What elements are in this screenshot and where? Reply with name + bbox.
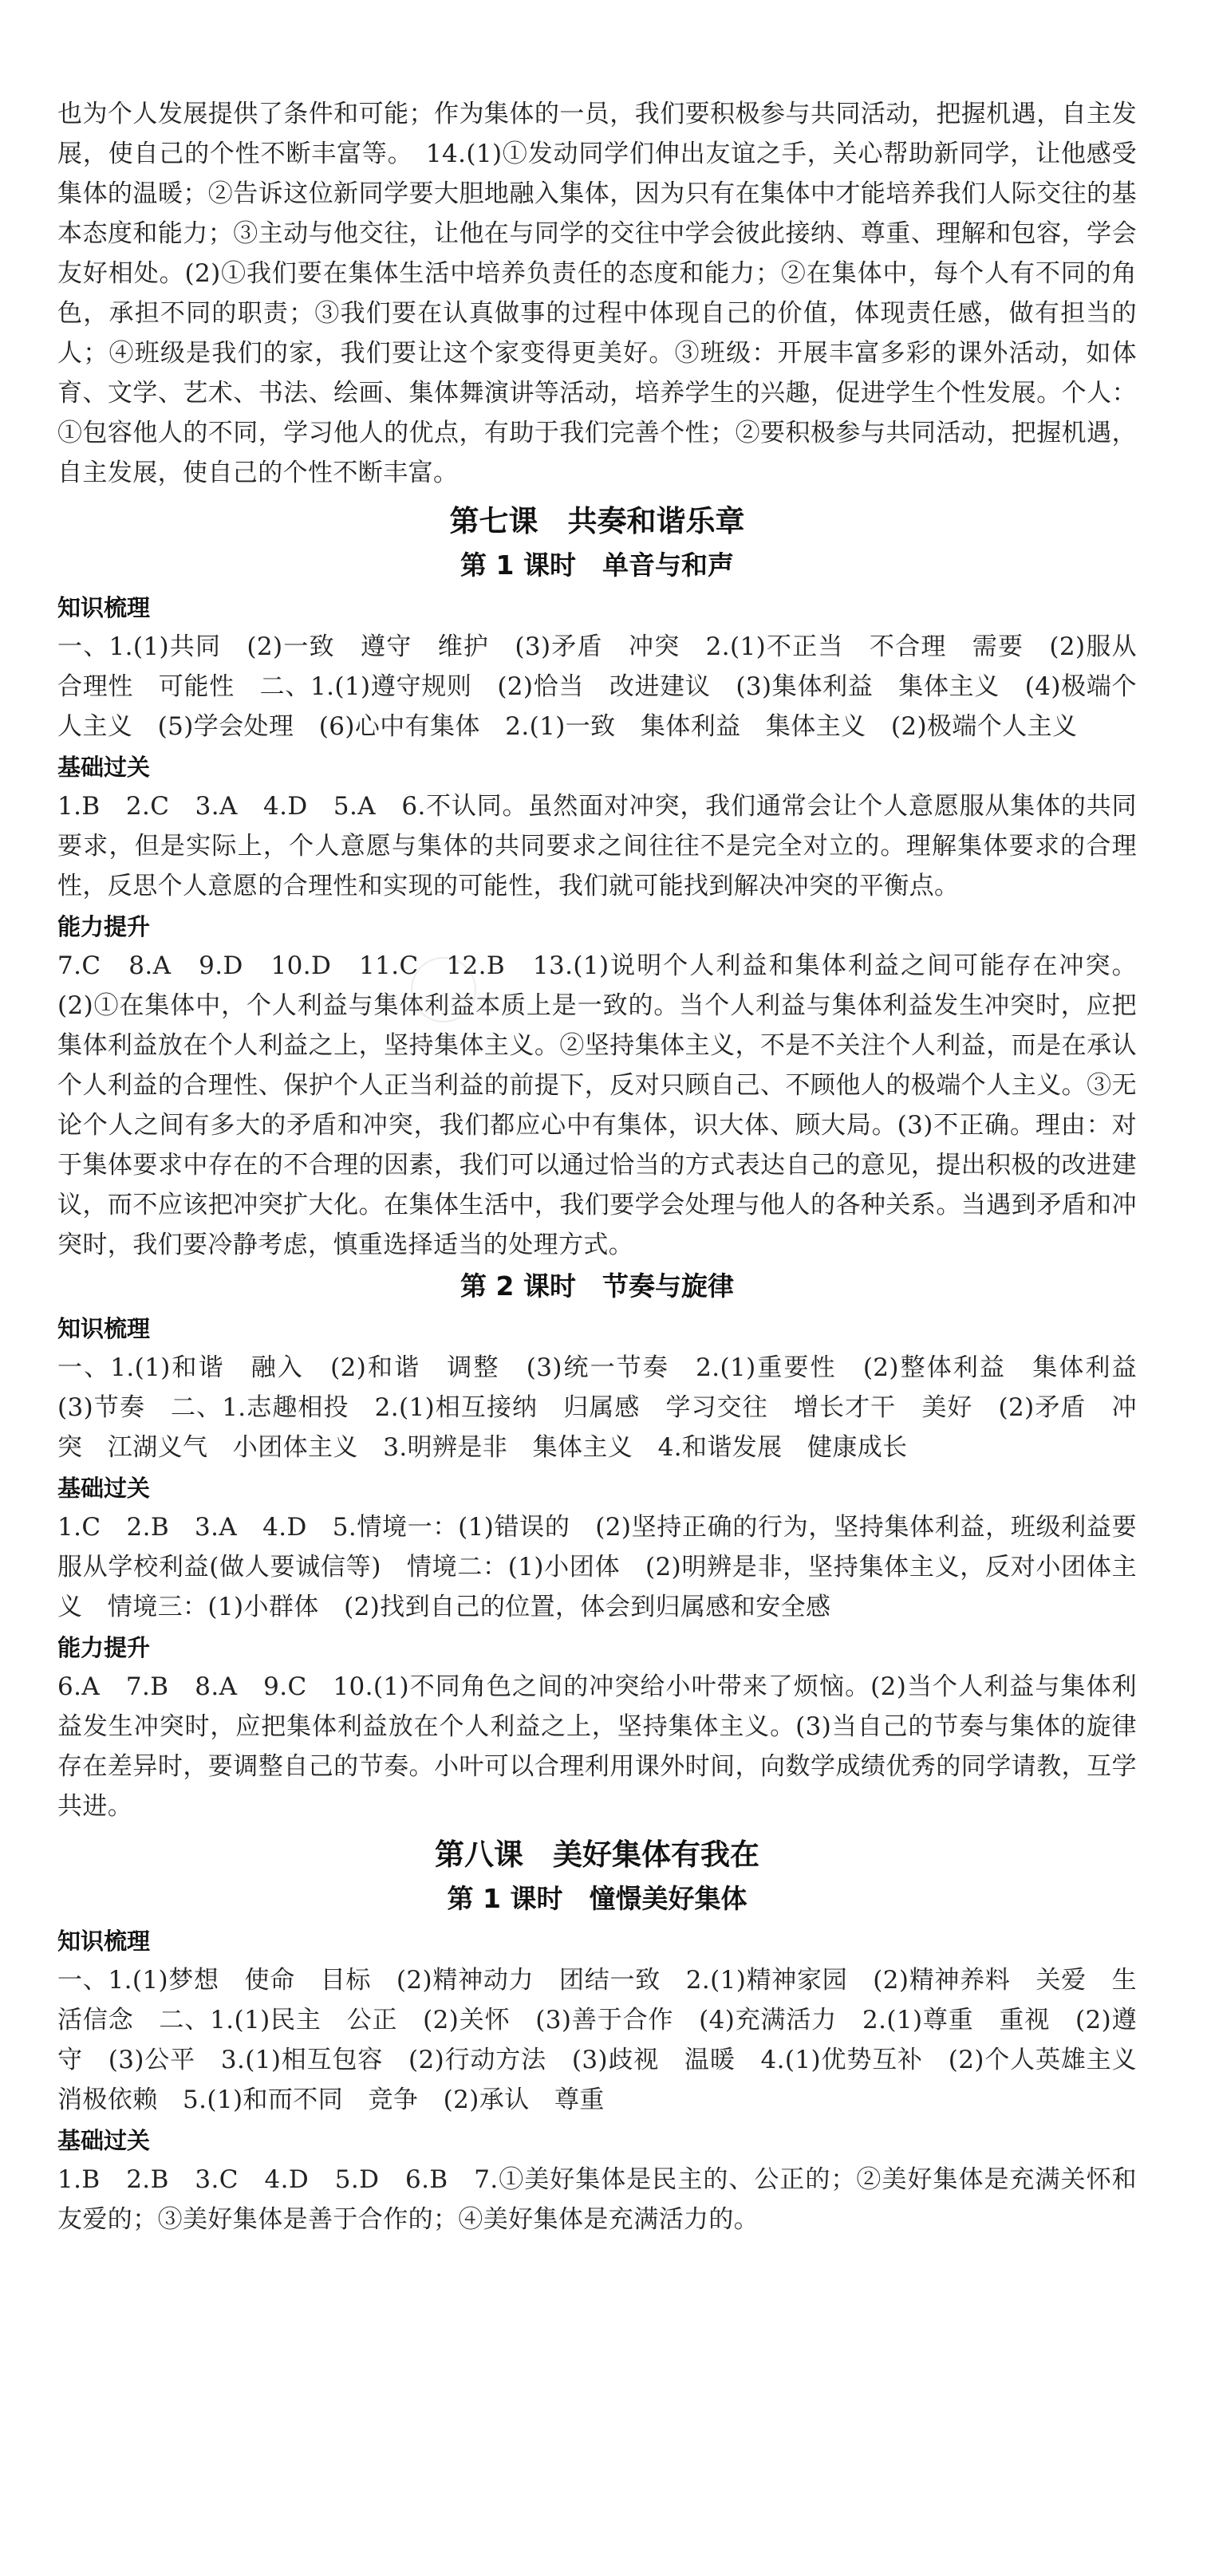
knowledge-heading: 知识梳理	[57, 1928, 151, 1955]
period-title: 第 1 课时 憧憬美好集体	[447, 1883, 747, 1914]
ability-text: 7.C 8.A 9.D 10.D 11.C 12.B 13.(1)说明个人利益和集体利益之间可能存在冲突。(2)①在集体中，个人利益与集体利益本质上是一致的。当个人利益与集体利益发生冲突时，应把集体利益放在个人利益之上，坚持集体主义。②坚持集体主义，不是不关注个人利益，而是在承认个人利益的合理性、保护个人正当利益的前提下，反对只顾自己、不顾他人的极端个人主义。③无论个人之间有多大的矛盾和冲突，我们都应心中有集体，识大体、顾大局。(3)不正确。理由：对于集体要求中存在的不合理的因素，我们可以通过恰当的方式表达自己的意见，提出积极的改进建议，而不应该把冲突扩大化。在集体生活中，我们要学会处理与他人的各种关系。当遇到矛盾和冲突时，我们要冷静考虑，慎重选择适当的处理方式。	[57, 951, 1137, 1259]
period-title: 第 1 课时 单音与和声	[460, 549, 734, 581]
basic-heading: 基础过关	[57, 1475, 151, 1502]
knowledge-text: 一、1.(1)共同 (2)一致 遵守 维护 (3)矛盾 冲突 2.(1)不正当 不合理 需要 (2)服从 合理性 可能性 二、1.(1)遵守规则 (2)恰当 改进建议 (3)集体利益 集体主义 (4)极端个人主义 (5)学会处理 (6)心中有集体 2.(1)一致 集体利益 集体主义 (2)极端个人主义	[57, 632, 1162, 741]
intro-paragraph: 也为个人发展提供了条件和可能；作为集体的一员，我们要积极参与共同活动，把握机遇，自主发展，使自己的个性不断丰富等。 14.(1)①发动同学们伸出友谊之手，关心帮助新同学，让他感受集体的温暖；②告诉这位新同学要大胆地融入集体，因为只有在集体中才能培养我们人际交往的基本态度和能力；③主动与他交往，让他在与同学的交往中学会彼此接纳、尊重、理解和包容，学会友好相处。(2)①我们要在集体生活中培养负责任的态度和能力；②在集体中，每个人有不同的角色，承担不同的职责；③我们要在认真做事的过程中体现自己的价值，体现责任感，做有担当的人；④班级是我们的家，我们要让这个家变得更美好。③班级：开展丰富多彩的课外活动，如体育、文学、艺术、书法、绘画、集体舞演讲等活动，培养学生的兴趣，促进学生个性发展。个人：①包容他人的不同，学习他人的优点，有助于我们完善个性；②要积极参与共同活动，把握机遇，自主发展，使自己的个性不断丰富。	[57, 100, 1137, 487]
lesson-8-section	[57, 1833, 1162, 2239]
knowledge-heading: 知识梳理	[57, 1315, 151, 1342]
basic-text: 1.B 2.B 3.C 4.D 5.D 6.B 7.①美好集体是民主的、公正的；②美好集体是充满关怀和友爱的；③美好集体是善于合作的；④美好集体是充满活力的。	[57, 2165, 1137, 2234]
lesson-7-period-2	[57, 1265, 1162, 1826]
basic-heading: 基础过关	[57, 2127, 151, 2154]
lesson-7-title: 第七课 共奏和谐乐章	[449, 504, 745, 538]
lesson-7-section	[57, 499, 1162, 1826]
knowledge-text: 一、1.(1)和谐 融入 (2)和谐 调整 (3)统一节奏 2.(1)重要性 (2)整体利益 集体利益 (3)节奏 二、1.志趣相投 2.(1)相互接纳 归属感 学习交往 增长才干 美好 (2)矛盾 冲突 江湖义气 小团体主义 3.明辨是非 集体主义 4.和谐发展 健康成长	[57, 1353, 1162, 1462]
basic-text: 1.C 2.B 3.A 4.D 5.情境一：(1)错误的 (2)坚持正确的行为，坚持集体利益，班级利益要服从学校利益(做人要诚信等) 情境二：(1)小团体 (2)明辨是非，坚持集体主义，反对小团体主义 情境三：(1)小群体 (2)找到自己的位置，体会到归属感和安全感	[57, 1513, 1137, 1621]
period-title: 第 2 课时 节奏与旋律	[460, 1270, 734, 1302]
basic-heading: 基础过关	[57, 754, 151, 781]
knowledge-heading: 知识梳理	[57, 594, 151, 621]
basic-text: 1.B 2.C 3.A 4.D 5.A 6.不认同。虽然面对冲突，我们通常会让个人意愿服从集体的共同要求，但是实际上，个人意愿与集体的共同要求之间往往不是完全对立的。理解集体要求的合理性，反思个人意愿的合理性和实现的可能性，我们就可能找到解决冲突的平衡点。	[57, 792, 1137, 900]
lesson-8-period-1	[57, 1877, 1162, 2239]
ability-text: 6.A 7.B 8.A 9.C 10.(1)不同角色之间的冲突给小叶带来了烦恼。(2)当个人利益与集体利益发生冲突时，应把集体利益放在个人利益之上，坚持集体主义。(3)当自己的节奏与集体的旋律存在差异时，要调整自己的节奏。小叶可以合理利用课外时间，向数学成绩优秀的同学请教，互学共进。	[57, 1672, 1137, 1821]
ability-heading: 能力提升	[57, 913, 151, 940]
faint-stamp-watermark	[411, 957, 476, 1022]
ability-heading: 能力提升	[57, 1634, 151, 1661]
lesson-8-title: 第八课 美好集体有我在	[435, 1837, 759, 1872]
knowledge-text: 一、1.(1)梦想 使命 目标 (2)精神动力 团结一致 2.(1)精神家园 (2)精神养料 关爱 生活信念 二、1.(1)民主 公正 (2)关怀 (3)善于合作 (4)充满活力 2.(1)尊重 重视 (2)遵守 (3)公平 3.(1)相互包容 (2)行动方法 (3)歧视 温暖 4.(1)优势互补 (2)个人英雄主义 消极依赖 5.(1)和而不同 竞争 (2)承认 尊重	[57, 1966, 1162, 2114]
lesson-7-period-1	[57, 544, 1162, 1265]
